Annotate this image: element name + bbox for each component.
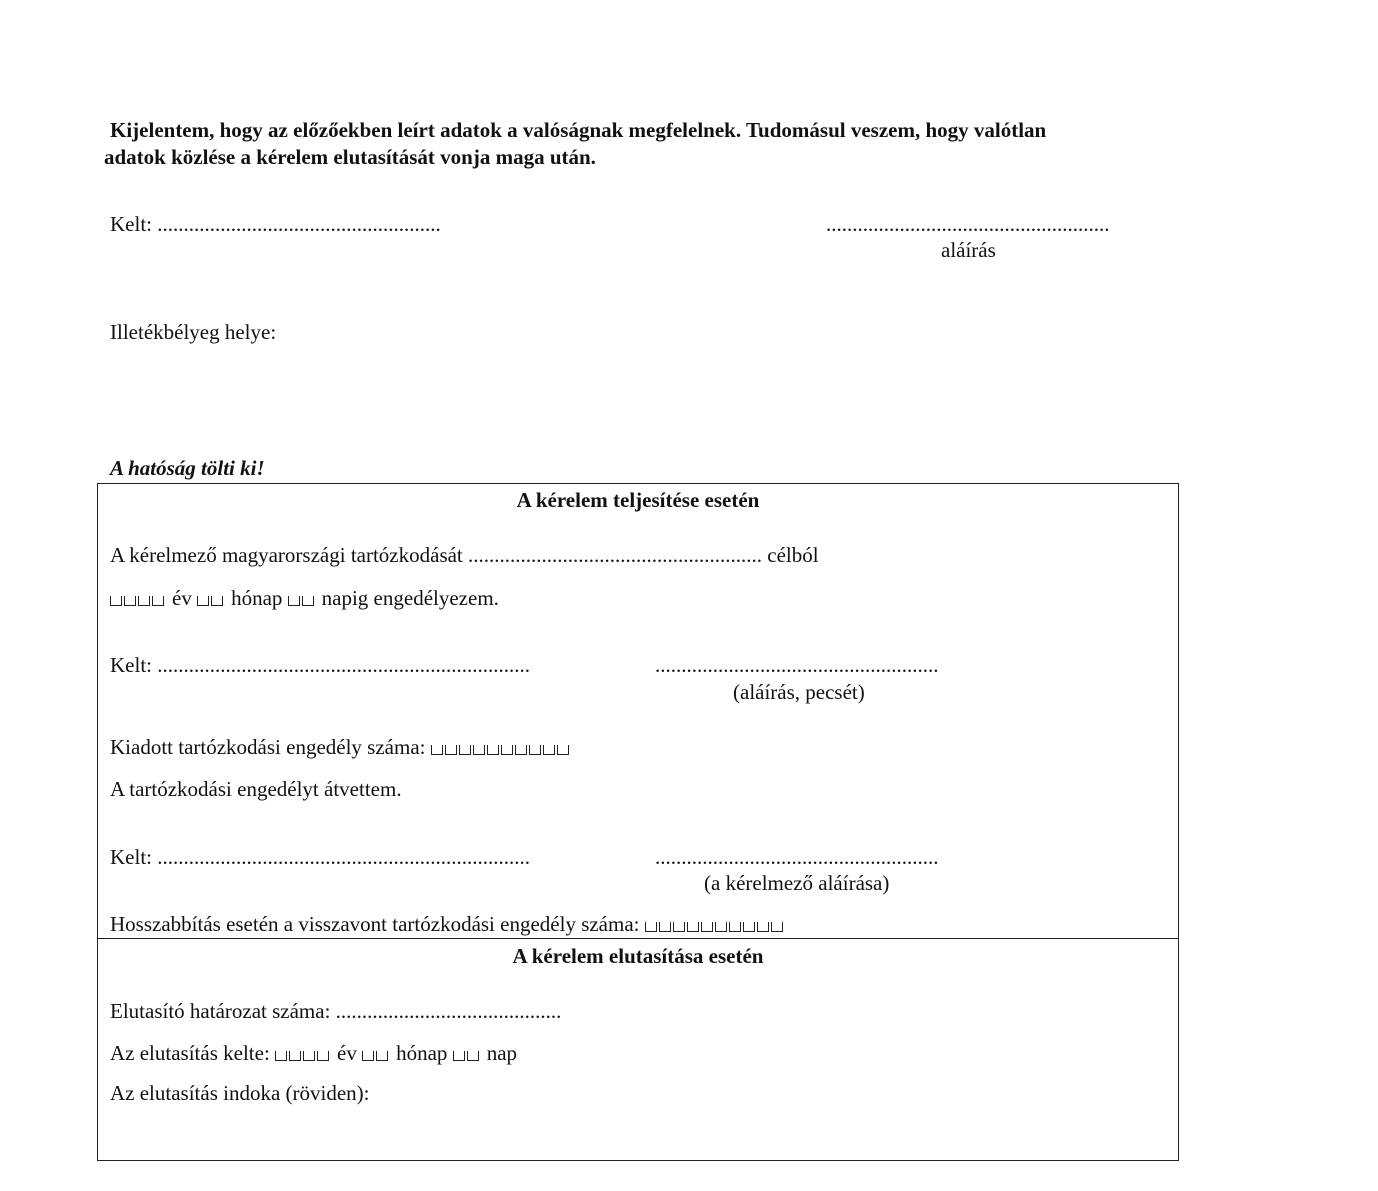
receipt-signature-caption: (a kérelmező aláírása) [704,871,890,895]
revoked-permit-line [110,912,785,936]
revoked-permit-boxes[interactable] [645,912,785,936]
declaration-line-2: adatok közlése a kérelem elutasítását vonja maga után. [104,145,596,169]
applicant-signature-line[interactable]: ...................................................... [826,212,1110,236]
permit-number-boxes[interactable] [431,735,571,759]
applicant-signature-caption: aláírás [941,238,996,262]
year-boxes[interactable] [110,586,166,610]
rejection-date-label: Az elutasítás kelte: [110,1041,270,1065]
approval-title: A kérelem teljesítése esetén [516,488,760,512]
day-label: napig engedélyezem. [321,586,499,610]
receipt-date-field[interactable]: Kelt: ....................................................................... [110,845,530,869]
permit-number-line [110,735,571,759]
rejection-year-label: év [337,1041,357,1065]
approval-signature-line[interactable]: ...................................................... [655,653,939,677]
month-boxes[interactable] [197,586,225,610]
approval-signature-caption: (aláírás, pecsét) [733,680,865,704]
rejection-date-line [110,1041,517,1065]
approval-validity-line [110,586,499,610]
rejection-day-boxes[interactable] [453,1041,481,1065]
approval-purpose-line[interactable]: A kérelmező magyarországi tartózkodását ........................................................ célból [110,543,819,567]
rejection-month-label: hónap [396,1041,448,1065]
approval-date-field[interactable]: Kelt: ....................................................................... [110,653,530,677]
revoked-permit-label: Hosszabbítás esetén a visszavont tartózkodási engedély száma: [110,912,640,936]
stamp-place-label: Illetékbélyeg helye: [110,320,277,344]
receipt-signature-line[interactable]: ...................................................... [655,845,939,869]
rejection-reason-label: Az elutasítás indoka (röviden): [110,1081,370,1105]
rejection-day-label: nap [486,1041,518,1065]
section-divider [97,938,1179,939]
permit-received-text: A tartózkodási engedélyt átvettem. [110,777,402,801]
rejection-year-boxes[interactable] [275,1041,331,1065]
day-boxes[interactable] [288,586,316,610]
permit-number-label: Kiadott tartózkodási engedély száma: [110,735,426,759]
year-label: év [172,586,192,610]
applicant-date-field[interactable]: Kelt: ...................................................... [110,212,441,236]
rejection-month-boxes[interactable] [362,1041,390,1065]
month-label: hónap [231,586,283,610]
authority-heading: A hatóság tölti ki! [110,456,265,480]
rejection-title: A kérelem elutasítása esetén [512,944,764,968]
rejection-decision-number-field[interactable]: Elutasító határozat száma: ........................................... [110,999,562,1023]
declaration-line-1: Kijelentem, hogy az előzőekben leírt adatok a valóságnak megfelelnek. Tudomásul veszem, hogy valótlan [110,118,1047,142]
